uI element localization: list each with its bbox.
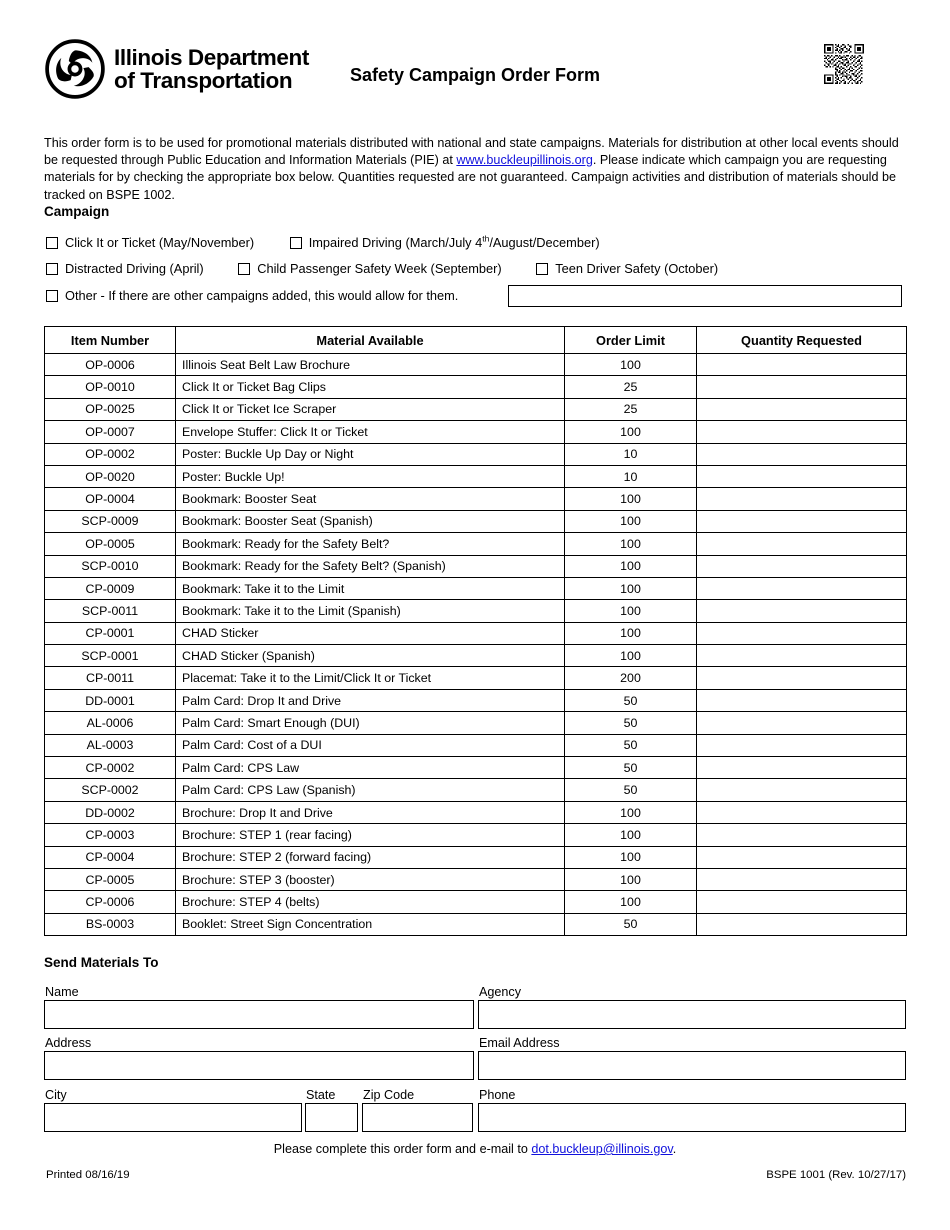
qr-code bbox=[824, 44, 864, 84]
input-agency[interactable] bbox=[478, 1000, 906, 1029]
cell-order-limit: 100 bbox=[565, 645, 697, 667]
checkbox-click-it-or-ticket[interactable] bbox=[46, 234, 254, 252]
label-address: Address bbox=[45, 1036, 92, 1050]
other-campaign-input[interactable] bbox=[508, 285, 902, 307]
checkbox-box-icon[interactable] bbox=[46, 290, 58, 302]
footer-instruction bbox=[44, 1142, 906, 1156]
table-row bbox=[45, 398, 907, 420]
cell-material-available: Booklet: Street Sign Concentration bbox=[176, 913, 565, 935]
checkbox-label: Click It or Ticket (May/November) bbox=[65, 235, 255, 250]
table-row bbox=[45, 891, 907, 913]
column-header-material-available: Material Available bbox=[176, 327, 565, 354]
agency-name bbox=[114, 46, 309, 92]
cell-order-limit: 100 bbox=[565, 600, 697, 622]
label-state: State bbox=[306, 1088, 336, 1102]
cell-order-limit: 25 bbox=[565, 376, 697, 398]
cell-material-available: CHAD Sticker (Spanish) bbox=[176, 645, 565, 667]
cell-item-number: CP-0001 bbox=[45, 622, 176, 644]
cell-quantity-requested[interactable] bbox=[697, 645, 907, 667]
cell-quantity-requested[interactable] bbox=[697, 689, 907, 711]
table-row bbox=[45, 667, 907, 689]
cell-order-limit: 100 bbox=[565, 868, 697, 890]
table-row bbox=[45, 488, 907, 510]
checkbox-child-passenger-safety-week[interactable] bbox=[238, 260, 501, 278]
cell-quantity-requested[interactable] bbox=[697, 846, 907, 868]
cell-quantity-requested[interactable] bbox=[697, 376, 907, 398]
cell-order-limit: 100 bbox=[565, 510, 697, 532]
label-phone: Phone bbox=[479, 1088, 516, 1102]
table-row bbox=[45, 354, 907, 376]
cell-material-available: Palm Card: Cost of a DUI bbox=[176, 734, 565, 756]
cell-order-limit: 100 bbox=[565, 846, 697, 868]
footer-instruction-text: Please complete this order form and e-mail to bbox=[273, 1142, 532, 1156]
campaign-heading: Campaign bbox=[44, 204, 110, 219]
cell-quantity-requested[interactable] bbox=[697, 801, 907, 823]
intro-text-part1: This order form is to be used for promotional materials distributed with national and state campaigns. Materials for distribution at other local events should be requested through Public Education and Information Materials (PIE) at bbox=[44, 135, 899, 167]
checkbox-label: Child Passenger Safety Week (September) bbox=[257, 261, 502, 276]
cell-quantity-requested[interactable] bbox=[697, 868, 907, 890]
cell-item-number: SCP-0001 bbox=[45, 645, 176, 667]
cell-item-number: CP-0005 bbox=[45, 868, 176, 890]
cell-quantity-requested[interactable] bbox=[697, 510, 907, 532]
cell-item-number: AL-0006 bbox=[45, 712, 176, 734]
cell-order-limit: 100 bbox=[565, 801, 697, 823]
cell-material-available: CHAD Sticker bbox=[176, 622, 565, 644]
cell-material-available: Palm Card: CPS Law (Spanish) bbox=[176, 779, 565, 801]
table-row bbox=[45, 600, 907, 622]
label-email-address: Email Address bbox=[479, 1036, 560, 1050]
cell-item-number: SCP-0002 bbox=[45, 779, 176, 801]
cell-item-number: CP-0003 bbox=[45, 824, 176, 846]
table-row bbox=[45, 533, 907, 555]
cell-item-number: BS-0003 bbox=[45, 913, 176, 935]
form-revision-id: BSPE 1001 (Rev. 10/27/17) bbox=[766, 1169, 906, 1181]
cell-quantity-requested[interactable] bbox=[697, 757, 907, 779]
cell-item-number: DD-0001 bbox=[45, 689, 176, 711]
cell-item-number: CP-0009 bbox=[45, 577, 176, 599]
idot-triskelion-logo bbox=[44, 38, 106, 100]
input-zip-code[interactable] bbox=[362, 1103, 473, 1132]
page-title: Safety Campaign Order Form bbox=[349, 65, 601, 85]
cell-quantity-requested[interactable] bbox=[697, 667, 907, 689]
cell-item-number: OP-0020 bbox=[45, 465, 176, 487]
checkbox-box-icon[interactable] bbox=[238, 263, 250, 275]
cell-quantity-requested[interactable] bbox=[697, 488, 907, 510]
cell-material-available: Palm Card: CPS Law bbox=[176, 757, 565, 779]
cell-quantity-requested[interactable] bbox=[697, 600, 907, 622]
table-row bbox=[45, 645, 907, 667]
cell-quantity-requested[interactable] bbox=[697, 734, 907, 756]
send-materials-heading: Send Materials To bbox=[44, 955, 159, 970]
cell-order-limit: 100 bbox=[565, 622, 697, 644]
cell-material-available: Bookmark: Take it to the Limit bbox=[176, 577, 565, 599]
cell-item-number: OP-0010 bbox=[45, 376, 176, 398]
table-row bbox=[45, 465, 907, 487]
printed-date: Printed 08/16/19 bbox=[46, 1169, 130, 1181]
cell-order-limit: 50 bbox=[565, 689, 697, 711]
checkbox-label: Teen Driver Safety (October) bbox=[555, 261, 719, 276]
cell-item-number: SCP-0009 bbox=[45, 510, 176, 532]
cell-order-limit: 50 bbox=[565, 712, 697, 734]
cell-order-limit: 25 bbox=[565, 398, 697, 420]
cell-quantity-requested[interactable] bbox=[697, 398, 907, 420]
cell-material-available: Click It or Ticket Ice Scraper bbox=[176, 398, 565, 420]
cell-item-number: AL-0003 bbox=[45, 734, 176, 756]
cell-order-limit: 10 bbox=[565, 443, 697, 465]
input-city[interactable] bbox=[44, 1103, 302, 1132]
checkbox-box-icon[interactable] bbox=[290, 237, 302, 249]
table-row bbox=[45, 779, 907, 801]
cell-material-available: Placemat: Take it to the Limit/Click It or Ticket bbox=[176, 667, 565, 689]
cell-quantity-requested[interactable] bbox=[697, 533, 907, 555]
cell-item-number: CP-0004 bbox=[45, 846, 176, 868]
cell-item-number: OP-0004 bbox=[45, 488, 176, 510]
cell-order-limit: 50 bbox=[565, 734, 697, 756]
cell-material-available: Bookmark: Ready for the Safety Belt? bbox=[176, 533, 565, 555]
cell-material-available: Brochure: STEP 2 (forward facing) bbox=[176, 846, 565, 868]
idot-logo bbox=[44, 38, 309, 100]
cell-order-limit: 100 bbox=[565, 533, 697, 555]
cell-order-limit: 100 bbox=[565, 488, 697, 510]
cell-order-limit: 200 bbox=[565, 667, 697, 689]
cell-order-limit: 50 bbox=[565, 779, 697, 801]
cell-order-limit: 100 bbox=[565, 824, 697, 846]
checkbox-box-icon[interactable] bbox=[46, 237, 58, 249]
cell-order-limit: 10 bbox=[565, 465, 697, 487]
table-row bbox=[45, 712, 907, 734]
cell-material-available: Bookmark: Take it to the Limit (Spanish) bbox=[176, 600, 565, 622]
table-row bbox=[45, 757, 907, 779]
cell-item-number: CP-0002 bbox=[45, 757, 176, 779]
cell-material-available: Poster: Buckle Up! bbox=[176, 465, 565, 487]
cell-item-number: OP-0025 bbox=[45, 398, 176, 420]
intro-text-part2: . Please indicate which campaign you are requesting materials for by checking the appropriate box below. Quantities requested are not guaranteed. Campaign activities and distribution of materials should be tracked on BSPE 1002. bbox=[44, 153, 896, 202]
cell-item-number: CP-0006 bbox=[45, 891, 176, 913]
cell-material-available: Brochure: STEP 3 (booster) bbox=[176, 868, 565, 890]
checkbox-impaired-driving[interactable] bbox=[290, 234, 600, 252]
cell-item-number: OP-0007 bbox=[45, 421, 176, 443]
label-name: Name bbox=[45, 985, 79, 999]
column-header-item-number: Item Number bbox=[45, 327, 176, 354]
table-row bbox=[45, 622, 907, 644]
cell-material-available: Brochure: STEP 1 (rear facing) bbox=[176, 824, 565, 846]
page-header bbox=[44, 36, 906, 114]
cell-material-available: Bookmark: Booster Seat (Spanish) bbox=[176, 510, 565, 532]
agency-name-line1: Illinois Department bbox=[114, 45, 309, 70]
input-email-address[interactable] bbox=[478, 1051, 906, 1080]
checkbox-teen-driver-safety[interactable] bbox=[536, 260, 718, 278]
cell-material-available: Palm Card: Drop It and Drive bbox=[176, 689, 565, 711]
checkbox-label: Other - If there are other campaigns added, this would allow for them. bbox=[65, 288, 459, 303]
column-header-order-limit: Order Limit bbox=[565, 327, 697, 354]
checkbox-box-icon[interactable] bbox=[536, 263, 548, 275]
table-row bbox=[45, 801, 907, 823]
ordinal-suffix: th bbox=[482, 233, 490, 244]
cell-order-limit: 50 bbox=[565, 757, 697, 779]
cell-order-limit: 100 bbox=[565, 421, 697, 443]
cell-material-available: Brochure: Drop It and Drive bbox=[176, 801, 565, 823]
checkbox-other[interactable] bbox=[46, 287, 458, 305]
cell-quantity-requested[interactable] bbox=[697, 891, 907, 913]
cell-material-available: Bookmark: Ready for the Safety Belt? (Spanish) bbox=[176, 555, 565, 577]
campaign-options-row-2 bbox=[46, 260, 718, 278]
cell-material-available: Click It or Ticket Bag Clips bbox=[176, 376, 565, 398]
intro-paragraph bbox=[44, 135, 908, 205]
table-row bbox=[45, 555, 907, 577]
table-row bbox=[45, 510, 907, 532]
cell-order-limit: 50 bbox=[565, 913, 697, 935]
cell-item-number: OP-0002 bbox=[45, 443, 176, 465]
cell-quantity-requested[interactable] bbox=[697, 779, 907, 801]
checkbox-box-icon[interactable] bbox=[46, 263, 58, 275]
cell-material-available: Bookmark: Booster Seat bbox=[176, 488, 565, 510]
cell-material-available: Poster: Buckle Up Day or Night bbox=[176, 443, 565, 465]
cell-quantity-requested[interactable] bbox=[697, 465, 907, 487]
table-row bbox=[45, 421, 907, 443]
cell-quantity-requested[interactable] bbox=[697, 555, 907, 577]
cell-quantity-requested[interactable] bbox=[697, 577, 907, 599]
label-agency: Agency bbox=[479, 985, 522, 999]
input-state[interactable] bbox=[305, 1103, 358, 1132]
table-row bbox=[45, 846, 907, 868]
checkbox-label: Distracted Driving (April) bbox=[65, 261, 204, 276]
label-city: City bbox=[45, 1088, 67, 1102]
checkbox-label bbox=[309, 234, 600, 252]
column-header-quantity-requested: Quantity Requested bbox=[697, 327, 907, 354]
materials-table-body bbox=[45, 354, 907, 936]
cell-quantity-requested[interactable] bbox=[697, 443, 907, 465]
buckleupillinois-link[interactable]: www.buckleupillinois.org bbox=[456, 153, 593, 167]
cell-material-available: Envelope Stuffer: Click It or Ticket bbox=[176, 421, 565, 443]
table-row bbox=[45, 577, 907, 599]
email-link[interactable]: dot.buckleup@illinois.gov bbox=[531, 1142, 673, 1156]
cell-quantity-requested[interactable] bbox=[697, 622, 907, 644]
cell-item-number: SCP-0010 bbox=[45, 555, 176, 577]
cell-quantity-requested[interactable] bbox=[697, 712, 907, 734]
footer-instruction-period: . bbox=[672, 1142, 677, 1156]
input-phone[interactable] bbox=[478, 1103, 906, 1132]
cell-order-limit: 100 bbox=[565, 577, 697, 599]
cell-material-available: Palm Card: Smart Enough (DUI) bbox=[176, 712, 565, 734]
campaign-options-row-3 bbox=[46, 287, 458, 305]
input-name[interactable] bbox=[44, 1000, 474, 1029]
campaign-options-row-1 bbox=[46, 234, 600, 252]
table-row bbox=[45, 734, 907, 756]
checkbox-label-pre: Impaired Driving (March/July 4 bbox=[308, 235, 483, 250]
cell-quantity-requested[interactable] bbox=[697, 421, 907, 443]
cell-material-available: Brochure: STEP 4 (belts) bbox=[176, 891, 565, 913]
table-row bbox=[45, 689, 907, 711]
checkbox-distracted-driving[interactable] bbox=[46, 260, 204, 278]
cell-item-number: CP-0011 bbox=[45, 667, 176, 689]
table-row bbox=[45, 376, 907, 398]
cell-order-limit: 100 bbox=[565, 555, 697, 577]
cell-order-limit: 100 bbox=[565, 354, 697, 376]
cell-material-available: Illinois Seat Belt Law Brochure bbox=[176, 354, 565, 376]
cell-quantity-requested[interactable] bbox=[697, 913, 907, 935]
cell-item-number: OP-0006 bbox=[45, 354, 176, 376]
checkbox-label-post: /August/December) bbox=[489, 235, 600, 250]
table-header-row bbox=[45, 327, 907, 354]
cell-order-limit: 100 bbox=[565, 891, 697, 913]
cell-quantity-requested[interactable] bbox=[697, 824, 907, 846]
agency-name-line2: of Transportation bbox=[114, 68, 293, 93]
cell-quantity-requested[interactable] bbox=[697, 354, 907, 376]
cell-item-number: OP-0005 bbox=[45, 533, 176, 555]
cell-item-number: DD-0002 bbox=[45, 801, 176, 823]
input-address[interactable] bbox=[44, 1051, 474, 1080]
label-zip-code: Zip Code bbox=[363, 1088, 415, 1102]
materials-table bbox=[44, 326, 907, 936]
table-row bbox=[45, 824, 907, 846]
cell-item-number: SCP-0011 bbox=[45, 600, 176, 622]
table-row bbox=[45, 443, 907, 465]
table-row bbox=[45, 868, 907, 890]
table-row bbox=[45, 913, 907, 935]
